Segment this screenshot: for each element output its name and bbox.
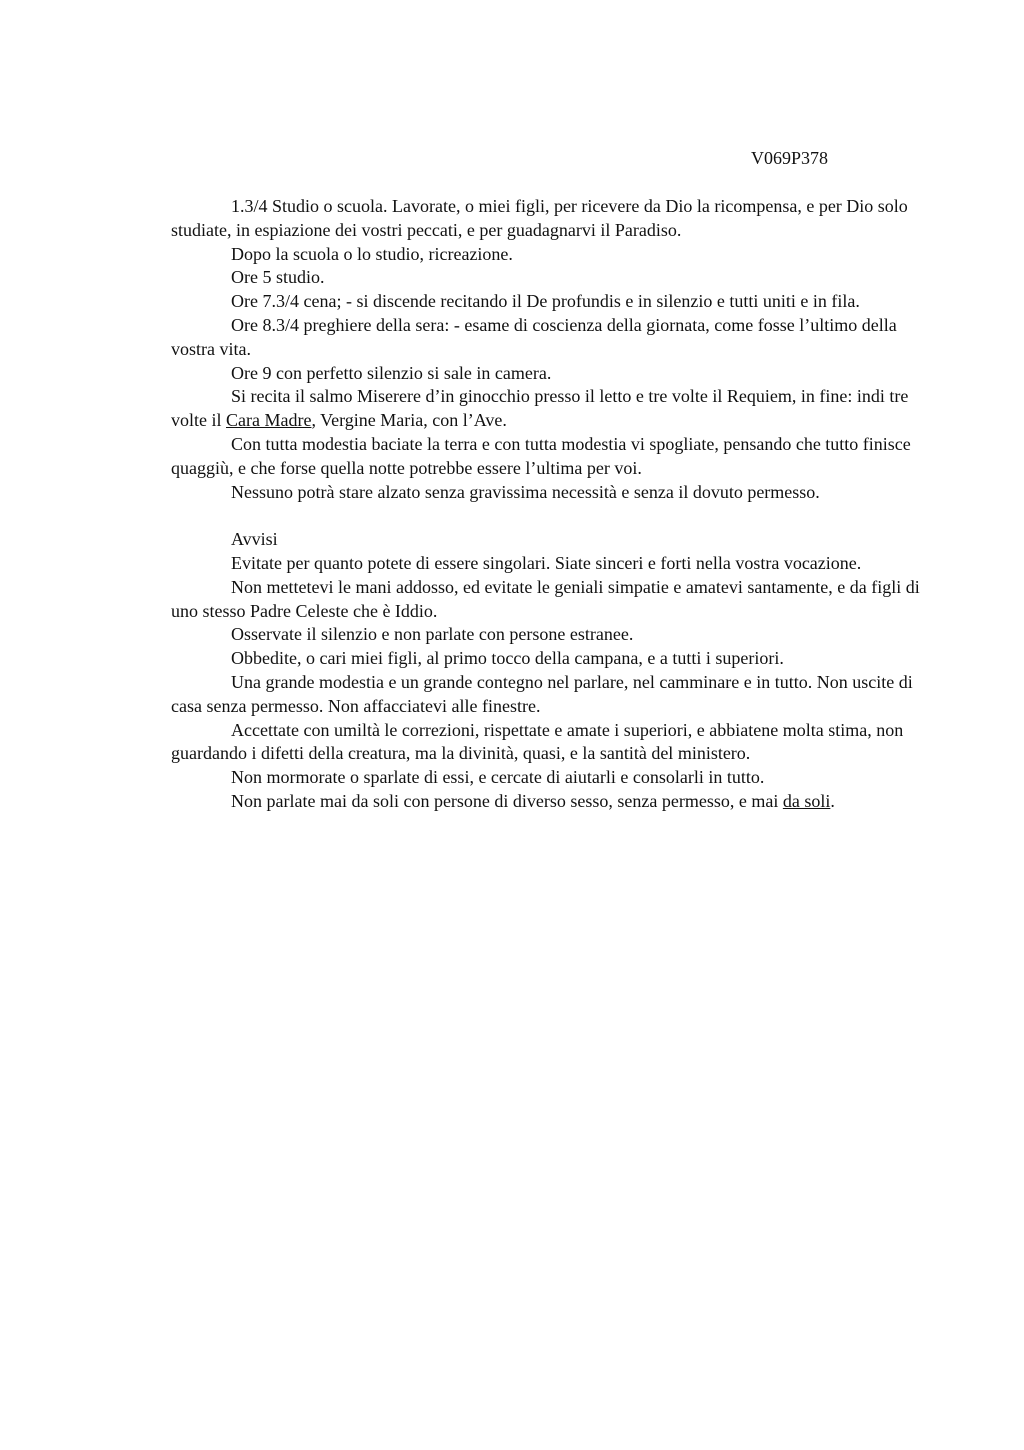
paragraph-ricreazione: Dopo la scuola o lo studio, ricreazione. <box>231 243 513 264</box>
paragraph-modestia: Con tutta modestia baciate la terra e con tutta modestia vi spogliate, pensando che tutto finisce quaggiù, e che forse quella notte potrebbe essere l’ultima per voi. <box>171 433 911 478</box>
avviso-da-soli-after: . <box>830 790 835 811</box>
paragraph-ore-7: Ore 7.3/4 cena; - si discende recitando il De profundis e in silenzio e tutti uniti e in fila. <box>231 291 860 312</box>
avviso-singolari: Evitate per quanto potete di essere singolari. Siate sinceri e forti nella vostra vocazione. <box>231 552 862 573</box>
avviso-mormorate: Non mormorate o sparlate di essi, e cercate di aiutarli e consolarli in tutto. <box>231 767 765 788</box>
paragraph-miserere-before: Si recita il salmo Miserere d’in ginocchio presso il letto e tre volte il Requiem, in fine: indi tre volte il <box>171 386 909 431</box>
avviso-modestia: Una grande modestia e un grande contegno nel parlare, nel camminare e in tutto. Non uscite di casa senza permesso. Non affacciatevi alle finestre. <box>171 671 913 716</box>
underlined-phrase-da-soli: da soli <box>782 790 831 811</box>
paragraph-miserere-after: , Vergine Maria, con l’Ave. <box>311 410 507 431</box>
paragraph-nessuno: Nessuno potrà stare alzato senza gravissima necessità e senza il dovuto permesso. <box>231 481 820 502</box>
avviso-silenzio: Osservate il silenzio e non parlate con persone estranee. <box>231 624 634 645</box>
avviso-correzioni: Accettate con umiltà le correzioni, rispettate e amate i superiori, e abbiatene molta stima, non guardando i difetti della creatura, ma la divinità, quasi, e la santità del ministero. <box>171 719 904 764</box>
underlined-phrase-cara-madre: Cara Madre <box>226 410 312 431</box>
avviso-mani: Non mettetevi le mani addosso, ed evitate le geniali simpatie e amatevi santamente, e da figli di uno stesso Padre Celeste che è Iddio. <box>171 576 920 621</box>
avviso-obbedite: Obbedite, o cari miei figli, al primo tocco della campana, e a tutti i superiori. <box>231 648 784 669</box>
paragraph-ore-5: Ore 5 studio. <box>231 267 325 288</box>
avvisi-heading: Avvisi <box>231 529 278 550</box>
paragraph-studio: 1.3/4 Studio o scuola. Lavorate, o miei figli, per ricevere da Dio la ricompensa, e per Dio solo studiate, in espiazione dei vostri peccati, e per guadagnarvi il Paradiso. <box>171 196 908 240</box>
blank-line <box>171 504 931 528</box>
avviso-da-soli <box>171 790 931 814</box>
avviso-da-soli-before: Non parlate mai da soli con persone di diverso sesso, senza permesso, e mai <box>231 790 783 811</box>
paragraph-ore-8: Ore 8.3/4 preghiere della sera: - esame di coscienza della giornata, come fosse l’ultimo della vostra vita. <box>171 314 897 359</box>
document-body <box>171 195 931 814</box>
paragraph-ore-9: Ore 9 con perfetto silenzio si sale in camera. <box>231 362 552 383</box>
paragraph-miserere <box>171 385 931 433</box>
page-reference: V069P378 <box>751 148 829 168</box>
